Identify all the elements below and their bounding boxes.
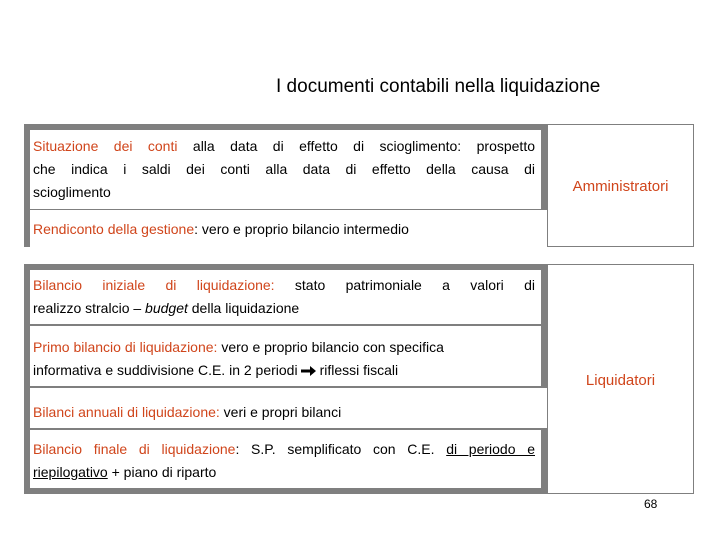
page-number: 68 — [644, 497, 658, 511]
role-liquidatori-cell — [547, 264, 694, 494]
item-rendiconto-della-gestione: Rendiconto della gestione: vero e proprio bilancio intermedio — [30, 210, 553, 247]
role-liquidatori: Liquidatori — [585, 371, 656, 389]
arrow-right-icon — [301, 365, 317, 377]
term-bilancio-finale: Bilancio finale di liquidazione — [33, 441, 236, 457]
item-bilancio-iniziale: Bilancio iniziale di liquidazione: stato patrimoniale a valori di realizzo stralcio – budget della liquidazione — [30, 270, 541, 324]
term-bilanci-annuali: Bilanci annuali di liquidazione: — [33, 404, 220, 420]
term-situazione-dei-conti: Situazione dei conti — [33, 138, 178, 154]
term-bilancio-iniziale: Bilancio iniziale di liquidazione: — [33, 277, 275, 293]
term-rendiconto-della-gestione: Rendiconto della gestione — [33, 221, 195, 237]
page-title: I documenti contabili nella liquidazione — [276, 76, 601, 97]
item-bilancio-finale: Bilancio finale di liquidazione: S.P. semplificato con C.E. di periodo e riepilogativo + piano di riparto — [30, 430, 541, 488]
table-group-amministratori — [24, 124, 553, 247]
term-primo-bilancio: Primo bilancio di liquidazione: — [33, 339, 218, 355]
item-situazione-dei-conti: Situazione dei conti alla data di effetto di scioglimento: prospetto che indica i saldi dei conti alla data di effetto della causa di scioglimento — [30, 130, 541, 209]
item-bilanci-annuali: Bilanci annuali di liquidazione: veri e propri bilanci — [30, 388, 553, 428]
item-primo-bilancio: Primo bilancio di liquidazione: vero e proprio bilancio con specifica informativa e suddivisione C.E. in 2 periodi riflessi fiscali — [30, 326, 541, 386]
role-amministratori-cell: Amministratori — [547, 124, 694, 247]
table-group-liquidatori — [24, 264, 553, 494]
